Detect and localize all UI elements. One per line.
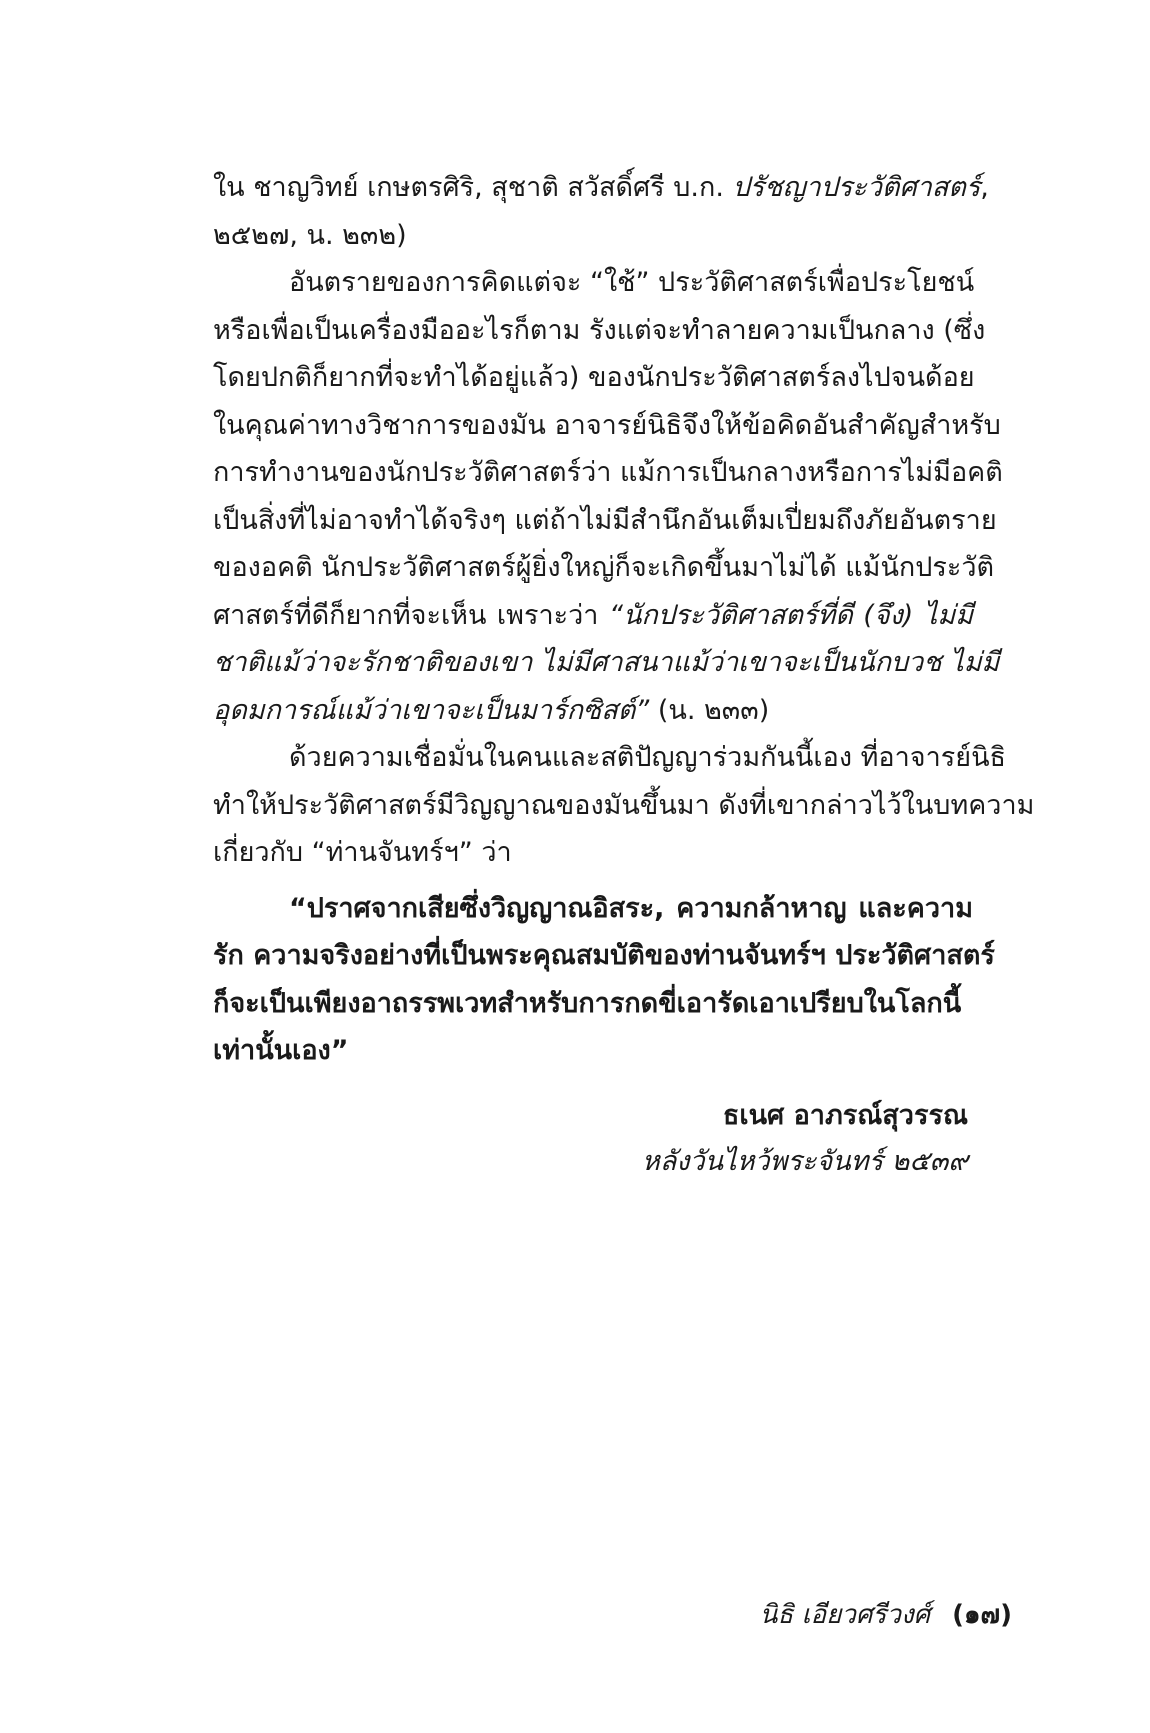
paragraph-line: หรือเพื่อเป็นเครื่องมืออะไรก็ตาม รังแต่จะทำลายความเป็นกลาง (ซึ่ง (213, 314, 986, 346)
paragraph-line: ด้วยความเชื่อมั่นในคนและสติปัญญาร่วมกันนี้เอง ที่อาจารย์นิธิ (289, 742, 1007, 773)
paragraph-2 (213, 734, 1035, 877)
block-quote (213, 885, 995, 1075)
paragraph-1 (213, 259, 1003, 734)
paragraph-line: เกี่ยวกับ “ท่านจันทร์ฯ” ว่า (213, 837, 512, 868)
quote-line: เท่านั้นเอง” (213, 1035, 349, 1066)
citation-line: ใน ชาญวิทย์ เกษตรศิริ, สุชาติ สวัสดิ์ศรี บ.ก. ปรัชญาประวัติศาสตร์, (213, 172, 989, 203)
page-number: (๑๗) (952, 1600, 1012, 1630)
quote-line: ก็จะเป็นเพียงอาถรรพเวทสำหรับการกดขี่เอารัดเอาเปรียบในโลกนี้ (213, 987, 962, 1019)
paragraph-line (213, 687, 973, 735)
paragraph-line: ในคุณค่าทางวิชาการของมัน อาจารย์นิธิจึงให้ข้อคิดอันสำคัญสำหรับ (213, 409, 1001, 441)
footer-author: นิธิ เอียวศรีวงศ์ (759, 1600, 931, 1630)
paragraph-line: เป็นสิ่งที่ไม่อาจทำได้จริงๆ แต่ถ้าไม่มีสำนึกอันเต็มเปี่ยมถึงภัยอันตราย (213, 504, 997, 536)
paragraph-line: ศาสตร์ที่ดีก็ยากที่จะเห็น เพราะว่า “นักประวัติศาสตร์ที่ดี (จึง) ไม่มี (213, 599, 973, 631)
signature-block (642, 1093, 968, 1185)
paragraph-line: ของอคติ นักประวัติศาสตร์ผู้ยิ่งใหญ่ก็จะเกิดขึ้นมาไม่ได้ แม้นักประวัติ (213, 552, 995, 583)
quote-line: “ปราศจากเสียซึ่งวิญญาณอิสระ, ความกล้าหาญ และความ (289, 892, 973, 924)
paragraph-line: การทำงานของนักประวัติศาสตร์ว่า แม้การเป็นกลางหรือการไม่มีอคติ (213, 457, 1003, 488)
body-text (213, 164, 1035, 1075)
inline-quote: “นักประวัติศาสตร์ที่ดี (จึง) ไม่มี (608, 599, 973, 631)
signature-date: หลังวันไหว้พระจันทร์ ๒๕๓๙ (641, 1146, 968, 1177)
signature-name: ธเนศ อาภรณ์สุวรรณ (722, 1100, 968, 1131)
paragraph-line: โดยปกติก็ยากที่จะทำได้อยู่แล้ว) ของนักประวัติศาสตร์ลงไปจนด้อย (213, 362, 975, 393)
citation-continuation (213, 164, 989, 259)
citation-book-title: ปรัชญาประวัติศาสตร์ (732, 172, 981, 203)
page-footer (760, 1594, 1012, 1635)
quote-line: รัก ความจริงอย่างที่เป็นพระคุณสมบัติของท่านจันทร์ฯ ประวัติศาสตร์ (213, 940, 995, 971)
inline-quote: อุดมการณ์แม้ว่าเขาจะเป็นมาร์กซิสต์” (213, 694, 650, 726)
paragraph-line: ทำให้ประวัติศาสตร์มีวิญญาณของมันขึ้นมา ดังที่เขากล่าวไว้ในบทความ (213, 789, 1035, 821)
page-reference: (น. ๒๓๓) (649, 694, 770, 726)
citation-line: ๒๕๒๗, น. ๒๓๒) (213, 219, 407, 251)
inline-quote-line: ชาติแม้ว่าจะรักชาติของเขา ไม่มีศาสนาแม้ว่าเขาจะเป็นนักบวช ไม่มี (213, 647, 1000, 678)
paragraph-line: อันตรายของการคิดแต่จะ “ใช้” ประวัติศาสตร์เพื่อประโยชน์ (289, 267, 975, 298)
